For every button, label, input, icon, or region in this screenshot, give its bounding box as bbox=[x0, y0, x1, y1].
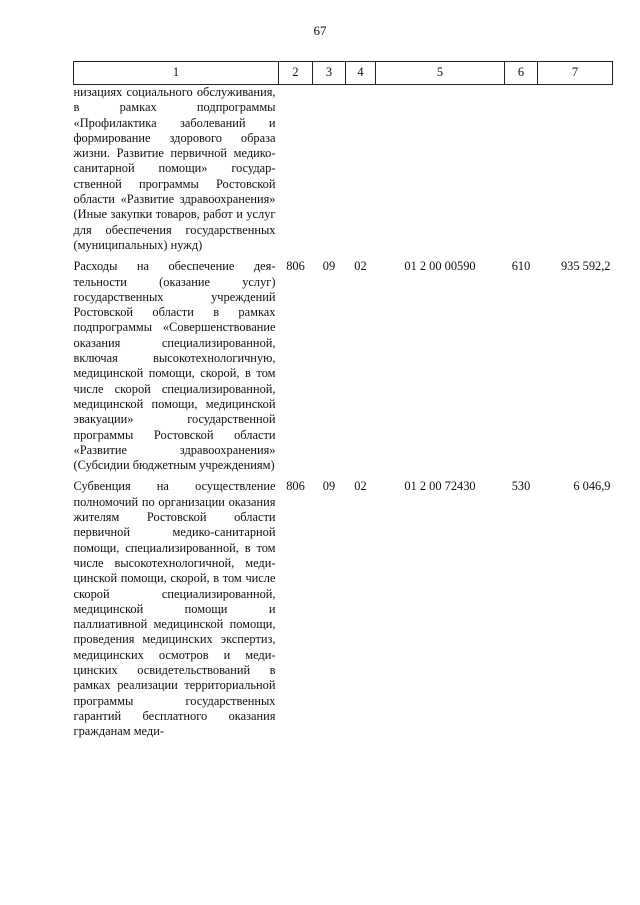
row-expense-type: 610 bbox=[511, 259, 531, 274]
header-row bbox=[74, 62, 613, 85]
row-section: 09 bbox=[322, 259, 336, 274]
table-row bbox=[74, 473, 613, 739]
table-body bbox=[74, 85, 613, 740]
budget-table bbox=[73, 61, 613, 739]
header-col-2: 2 bbox=[279, 62, 313, 85]
header-col-1: 1 bbox=[74, 62, 279, 85]
row-ministry: 806 bbox=[286, 259, 305, 274]
row-ministry: 806 bbox=[286, 479, 305, 494]
row-description: Субвенция на осуществление полномочий по организации оказания жителям Ростовской области первичной медико-санитарной помощи, специализированной, в том числе высокотехнологичной, медицинской помощи, скорой, в том числе скорой специализированной, медицинской помощи и паллиативной медицинской помощи, проведения медицинских экспертиз, медицинских осмотров и медицинских освидетельствований в рамках реализации территориальной программы государственных гарантий бесплатного оказания гражданам меди- bbox=[73, 479, 276, 739]
row-amount: 6 046,9 bbox=[573, 479, 611, 494]
row-amount: 935 592,2 bbox=[560, 259, 611, 274]
row-description: низациях социального обслуживания, в рамках подпрограммы «Профилактика заболеваний и формирование здорового образа жизни. Развитие первичной медико-санитарной помощи» государственной программы Ростовской области «Развитие здравоохранения» (Иные закупки товаров, работ и услуг для обеспечения государственных (муниципальных) нужд) bbox=[73, 85, 276, 252]
row-subsection: 02 bbox=[354, 259, 367, 274]
header-col-6: 6 bbox=[505, 62, 538, 85]
row-section bbox=[313, 85, 346, 254]
row-target-article: 01 2 00 72430 bbox=[404, 479, 476, 494]
table-header bbox=[74, 62, 613, 85]
header-col-7: 7 bbox=[538, 62, 613, 85]
row-target-article: 01 2 00 00590 bbox=[404, 259, 476, 274]
row-target-article bbox=[376, 85, 505, 254]
row-expense-type: 530 bbox=[511, 479, 531, 494]
row-expense-type bbox=[505, 85, 538, 254]
row-subsection: 02 bbox=[354, 479, 367, 494]
header-col-5: 5 bbox=[376, 62, 505, 85]
table-row bbox=[74, 85, 613, 254]
header-col-4: 4 bbox=[346, 62, 376, 85]
table-row bbox=[74, 253, 613, 473]
row-ministry bbox=[279, 85, 313, 254]
page-number: 67 bbox=[313, 23, 327, 38]
row-amount bbox=[538, 85, 613, 254]
row-section: 09 bbox=[322, 479, 336, 494]
header-col-3: 3 bbox=[313, 62, 346, 85]
row-subsection bbox=[346, 85, 376, 254]
row-description: Расходы на обеспечение деятельности (оказание услуг) государственных учреждений Ростовской области в рамках подпрограммы «Совершенствование оказания специализированной, включая высокотехнологичную, медицинской помощи, скорой, в том числе скорой специализированной, медицинской помощи, медицинской эвакуации» государственной программы Ростовской области «Развитие здравоохранения» (Субсидии бюджетным учреждениям) bbox=[73, 259, 276, 473]
